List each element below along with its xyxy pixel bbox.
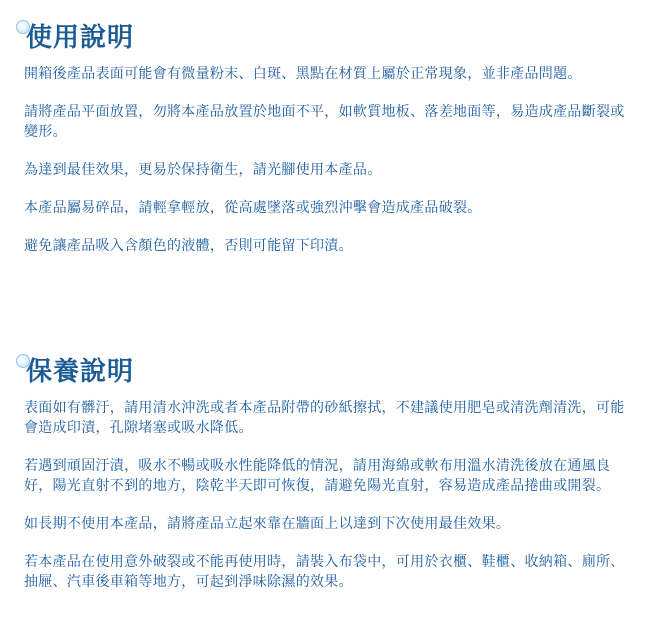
usage-heading-wrap xyxy=(16,18,650,58)
usage-instructions-section xyxy=(0,18,650,274)
usage-paragraph: 本產品屬易碎品，請輕拿輕放，從高處墜落或強烈沖擊會造成產品破裂。 xyxy=(24,200,482,216)
care-paragraph: 如長期不使用本產品，請將產品立起來靠在牆面上以達到下次使用最佳效果。 xyxy=(24,516,511,532)
care-paragraphs xyxy=(24,398,634,592)
care-paragraph: 若遇到頑固汙漬，吸水不暢或吸水性能降低的情況，請用海綿或軟布用溫水清洗後放在通風良好，陽光直射不到的地方，陰乾半天即可恢復，請避免陽光直射，容易造成產品捲曲或開裂。 xyxy=(24,458,611,494)
care-paragraph: 表面如有髒汙，請用清水沖洗或者本產品附帶的砂紙擦拭，不建議使用肥皂或清洗劑清洗，可能會造成印漬，孔隙堵塞或吸水降低。 xyxy=(24,400,625,436)
care-title: 保養說明 xyxy=(26,357,135,387)
usage-paragraphs xyxy=(24,64,634,256)
care-instructions-section xyxy=(0,352,650,610)
usage-paragraph: 開箱後產品表面可能會有微量粉末、白斑、黑點在材質上屬於正常現象，並非產品問題。 xyxy=(24,66,582,82)
usage-title: 使用說明 xyxy=(26,23,135,53)
usage-paragraph: 請將產品平面放置，勿將本產品放置於地面不平，如軟質地板、落差地面等，易造成產品斷裂或變形。 xyxy=(24,104,625,140)
care-heading-wrap xyxy=(16,352,650,392)
usage-paragraph: 為達到最佳效果，更易於保持衛生，請光腳使用本產品。 xyxy=(24,162,382,178)
care-paragraph: 若本產品在使用意外破裂或不能再使用時，請裝入布袋中，可用於衣櫃、鞋櫃、收納箱、廁所、抽屜、汽車後車箱等地方，可起到淨味除濕的效果。 xyxy=(24,554,625,590)
usage-paragraph: 避免讓產品吸入含顏色的液體，否則可能留下印漬。 xyxy=(24,238,353,254)
